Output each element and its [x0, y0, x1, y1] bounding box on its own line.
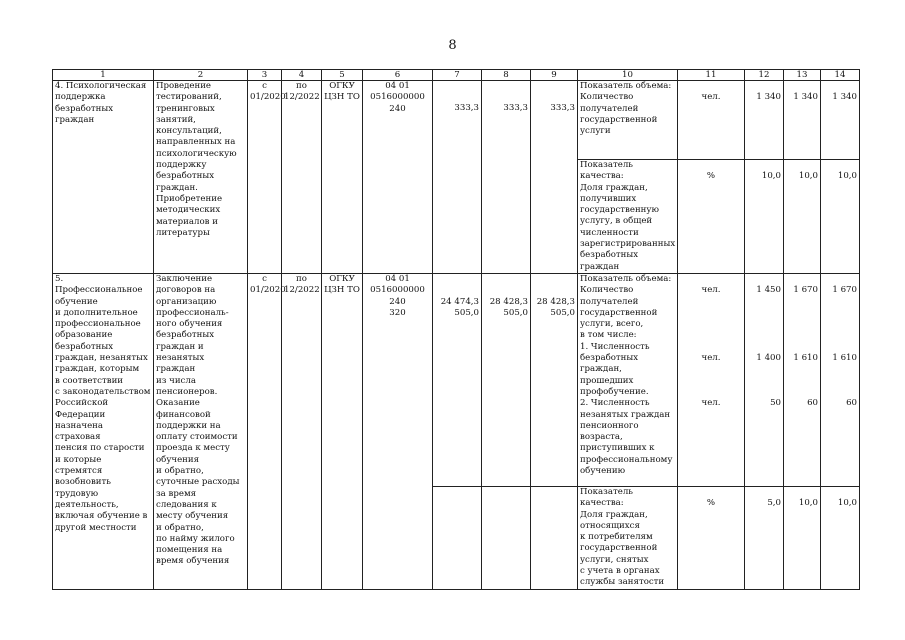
column-number-row — [53, 70, 860, 81]
target-2021-cell: 10,0 — [784, 487, 821, 590]
col-header: 2 — [154, 70, 248, 81]
program-table — [52, 69, 860, 590]
executor-cell: ОГКУ ЦЗН ТО — [322, 81, 363, 274]
target-2022-cell: 10,0 — [821, 487, 860, 590]
target-2020-cell: 1 340 — [745, 81, 784, 160]
table-row — [53, 81, 860, 160]
indicator-cell: Показатель объема: Количество получателей государственной услуги — [578, 81, 678, 160]
col-header: 6 — [363, 70, 433, 81]
funding-2022-cell: 333,3 — [531, 81, 578, 274]
empty-cell — [433, 487, 482, 590]
indicator-cell: Показатель качества: Доля граждан, относящихся к потребителям государственной услуги, снятых с учета в органах службы занятости — [578, 487, 678, 590]
col-header: 10 — [578, 70, 678, 81]
end-date-cell: по 12/2022 — [282, 81, 322, 274]
col-header: 11 — [678, 70, 745, 81]
description-cell: Проведение тестирований, тренинговых занятий, консультаций, направленных на психологическую поддержку безработных граждан. Приобретение методических материалов и литературы — [154, 81, 248, 274]
col-header: 14 — [821, 70, 860, 81]
funding-2021-cell: 28 428,3 505,0 — [482, 274, 531, 487]
funding-2021-cell: 333,3 — [482, 81, 531, 274]
funding-2020-cell: 333,3 — [433, 81, 482, 274]
target-2021-cell: 1 670 1 610 60 — [784, 274, 821, 487]
funding-2022-cell: 28 428,3 505,0 — [531, 274, 578, 487]
col-header: 9 — [531, 70, 578, 81]
unit-cell: чел. — [678, 81, 745, 160]
unit-cell: % — [678, 160, 745, 274]
table-row — [53, 274, 860, 487]
col-header: 5 — [322, 70, 363, 81]
col-header: 13 — [784, 70, 821, 81]
unit-cell: чел. чел. чел. — [678, 274, 745, 487]
indicator-cell: Показатель качества: Доля граждан, получивших государственную услугу, в общей численности зарегистрированных безработных граждан — [578, 160, 678, 274]
target-2020-cell: 1 450 1 400 50 — [745, 274, 784, 487]
target-2020-cell: 10,0 — [745, 160, 784, 274]
empty-cell — [531, 487, 578, 590]
col-header: 3 — [248, 70, 282, 81]
target-2022-cell: 10,0 — [821, 160, 860, 274]
executor-cell: ОГКУ ЦЗН ТО — [322, 274, 363, 590]
target-2022-cell: 1 670 1 610 60 — [821, 274, 860, 487]
target-2020-cell: 5,0 — [745, 487, 784, 590]
page-number: 8 — [448, 38, 457, 53]
start-date-cell: с 01/2020 — [248, 81, 282, 274]
col-header: 1 — [53, 70, 154, 81]
col-header: 8 — [482, 70, 531, 81]
budget-code-cell: 04 01 0516000000 240 320 — [363, 274, 433, 590]
target-2021-cell: 1 340 — [784, 81, 821, 160]
activity-cell: 5. Профессиональное обучение и дополнительное профессиональное образование безработных граждан, незанятых граждан, которым в соответствии с законодательством Российской Федерации назначена страховая пенсия по старости и которые стремятся возобновить трудовую деятельность, включая обучение в другой местности — [53, 274, 154, 590]
target-2022-cell: 1 340 — [821, 81, 860, 160]
unit-cell: % — [678, 487, 745, 590]
empty-cell — [482, 487, 531, 590]
description-cell: Заключение договоров на организацию профессиональ- ного обучения безработных граждан и незанятых граждан из числа пенсионеров. Оказание финансовой поддержки на оплату стоимости проезда к месту обучения и обратно, суточные расходы за время следования к месту обучения и обратно, по найму жилого помещения на время обучения — [154, 274, 248, 590]
col-header: 4 — [282, 70, 322, 81]
col-header: 12 — [745, 70, 784, 81]
start-date-cell: с 01/2020 — [248, 274, 282, 590]
funding-2020-cell: 24 474,3 505,0 — [433, 274, 482, 487]
end-date-cell: по 12/2022 — [282, 274, 322, 590]
indicator-cell: Показатель объема: Количество получателей государственной услуги, всего, в том числе: 1. Численность безработных граждан, прошедших профобучение. 2. Численность незанятых граждан пенсионного возраста, приступивших к профессиональному обучению — [578, 274, 678, 487]
target-2021-cell: 10,0 — [784, 160, 821, 274]
col-header: 7 — [433, 70, 482, 81]
activity-cell: 4. Психологическая поддержка безработных граждан — [53, 81, 154, 274]
budget-code-cell: 04 01 0516000000 240 — [363, 81, 433, 274]
